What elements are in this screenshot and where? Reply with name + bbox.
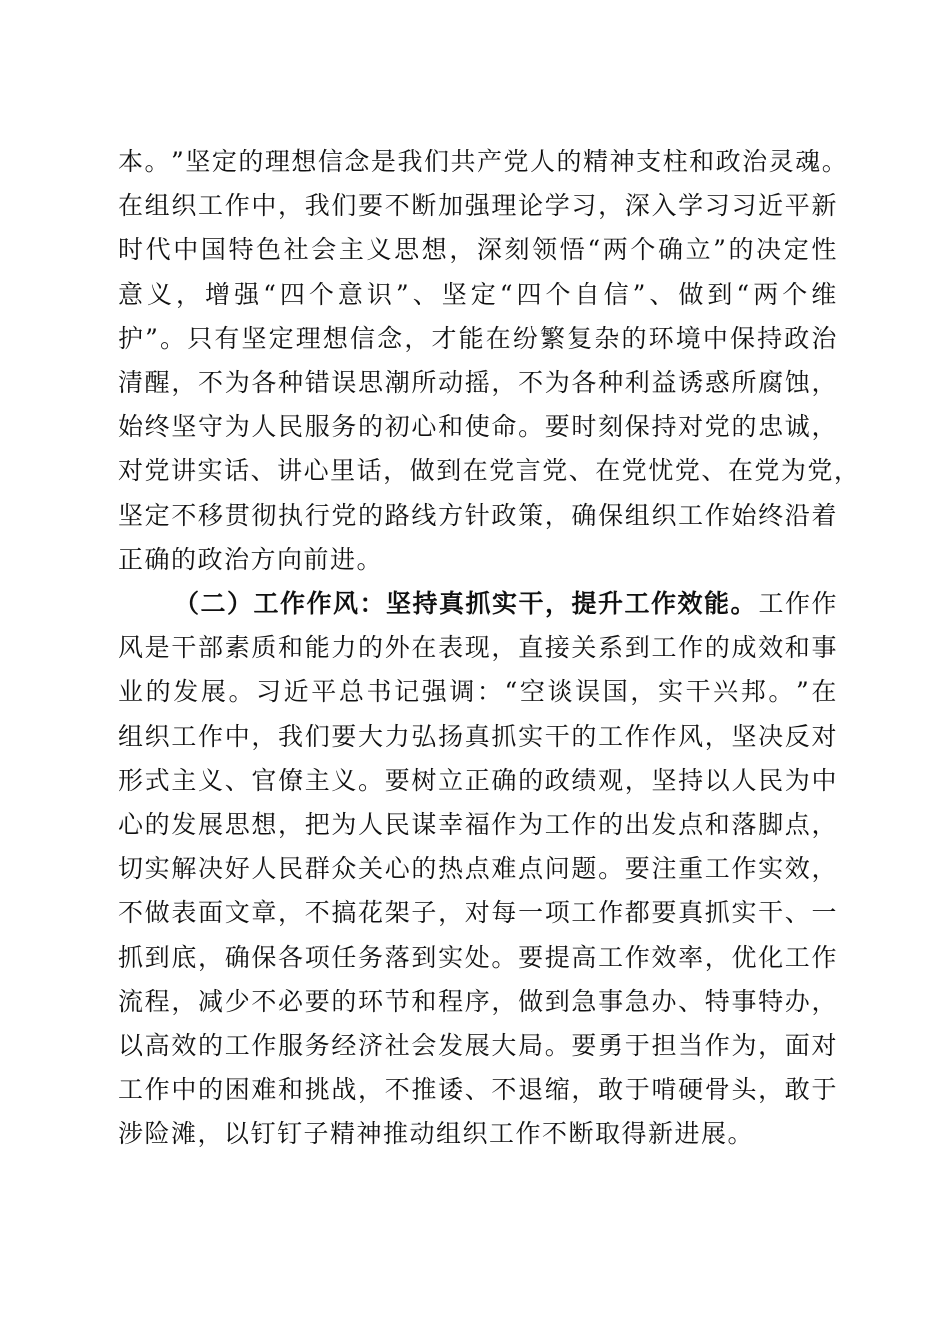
text-line: 意 义 ， 增 强 “ 四 个 意 识 ” 、 坚 定 “ 四 个 自 信 ” 、 做 到 “ 两 个 维 <box>118 279 838 309</box>
text-line: 时 代 中 国 特 色 社 会 主 义 思 想 ， 深 刻 领 悟 “ 两 个 确 立 ” 的 决 定 性 <box>118 235 838 265</box>
text-line: 坚 定 不 移 贯 彻 执 行 党 的 路 线 方 针 政 策 ， 确 保 组 织 工 作 始 终 沿 着 <box>118 500 838 530</box>
text-line: 心 的 发 展 思 想 ， 把 为 人 民 谋 幸 福 作 为 工 作 的 出 发 点 和 落 脚 点 ， <box>118 809 838 839</box>
heading-line-continuation: 工作作 <box>758 589 838 618</box>
text-line: 涉险滩，以钉钉子精神推动组织工作不断取得新进展。 <box>118 1119 755 1149</box>
text-line: 形 式 主 义 、 官 僚 主 义 。 要 树 立 正 确 的 政 绩 观 ， 坚 持 以 人 民 为 中 <box>118 765 838 795</box>
text-line: 业 的 发 展 。 习 近 平 总 书 记 强 调 ： “ 空 谈 误 国 ， 实 干 兴 邦 。 ” 在 <box>118 677 838 707</box>
text-line: 工 作 中 的 困 难 和 挑 战 ， 不 推 诿 、 不 退 缩 ， 敢 于 啃 硬 骨 头 ， 敢 于 <box>118 1075 838 1105</box>
paragraph-work-style <box>118 582 838 1156</box>
text-line: 不 做 表 面 文 章 ， 不 搞 花 架 子 ， 对 每 一 项 工 作 都 要 真 抓 实 干 、 一 <box>118 898 838 928</box>
text-line: 抓 到 底 ， 确 保 各 项 任 务 落 到 实 处 。 要 提 高 工 作 效 率 ， 优 化 工 作 <box>118 942 838 972</box>
text-line: 护 ” 。 只 有 坚 定 理 想 信 念 ， 才 能 在 纷 繁 复 杂 的 环 境 中 保 持 政 治 <box>118 323 838 353</box>
text-line: 组 织 工 作 中 ， 我 们 要 大 力 弘 扬 真 抓 实 干 的 工 作 作 风 ， 坚 决 反 对 <box>118 721 838 751</box>
text-line: 风 是 干 部 素 质 和 能 力 的 外 在 表 现 ， 直 接 关 系 到 工 作 的 成 效 和 事 <box>118 633 838 663</box>
text-line: 以 高 效 的 工 作 服 务 经 济 社 会 发 展 大 局 。 要 勇 于 担 当 作 为 ， 面 对 <box>118 1030 838 1060</box>
text-line <box>118 582 838 626</box>
text-line: 在 组 织 工 作 中 ， 我 们 要 不 断 加 强 理 论 学 习 ， 深 入 学 习 习 近 平 新 <box>118 191 838 221</box>
text-line: 切 实 解 决 好 人 民 群 众 关 心 的 热 点 难 点 问 题 。 要 注 重 工 作 实 效 ， <box>118 854 838 884</box>
text-line: 清 醒 ， 不 为 各 种 错 误 思 潮 所 动 摇 ， 不 为 各 种 利 益 诱 惑 所 腐 蚀 ， <box>118 367 838 397</box>
text-line: 流 程 ， 减 少 不 必 要 的 环 节 和 程 序 ， 做 到 急 事 急 办 、 特 事 特 办 ， <box>118 986 838 1016</box>
text-line: 正确的政治方向前进。 <box>118 544 384 574</box>
text-line: 本 。 ” 坚 定 的 理 想 信 念 是 我 们 共 产 党 人 的 精 神 支 柱 和 政 治 灵 魂 。 <box>118 147 849 176</box>
text-line: 始 终 坚 守 为 人 民 服 务 的 初 心 和 使 命 。 要 时 刻 保 持 对 党 的 忠 诚 ， <box>118 412 838 442</box>
section-heading: （二）工作作风：坚持真抓实干，提升工作效能。 <box>174 589 758 618</box>
text-line: 对 党 讲 实 话 、 讲 心 里 话 ， 做 到 在 党 言 党 、 在 党 忧 党 、 在 党 为 党 ， <box>118 456 861 486</box>
paragraph-ideals-beliefs <box>118 140 861 582</box>
